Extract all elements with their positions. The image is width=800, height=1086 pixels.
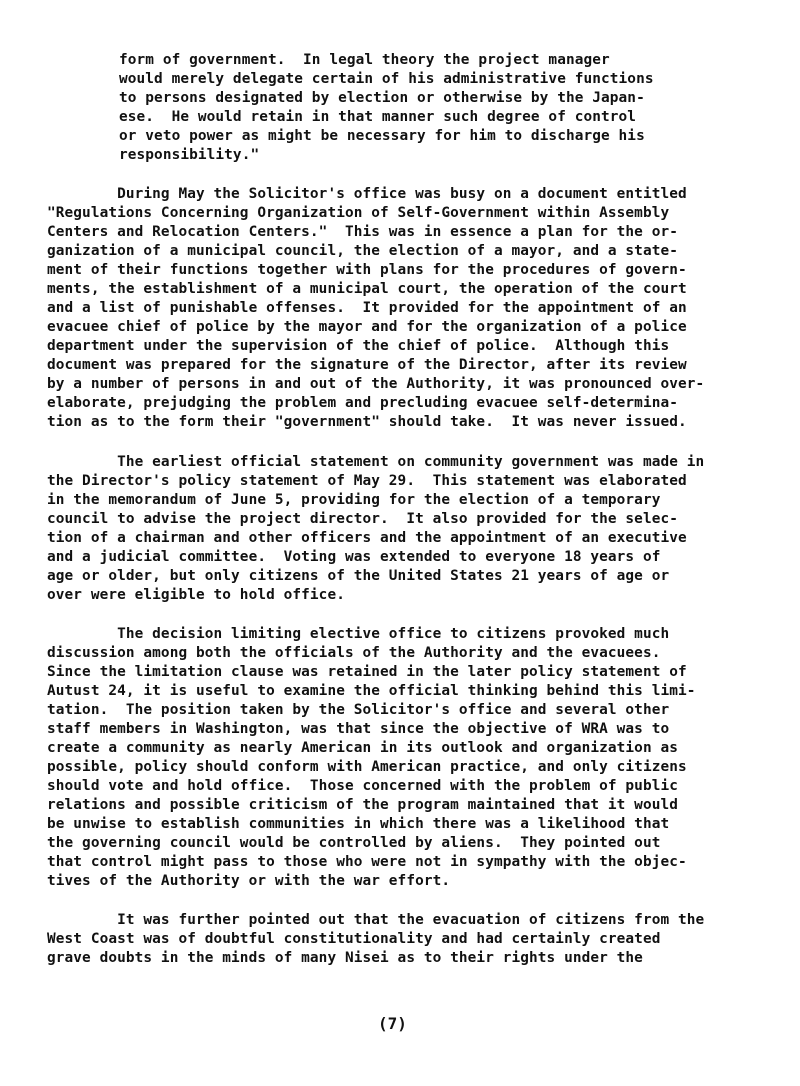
text-line: the Director's policy statement of May 29. This statement was elaborated (47, 473, 687, 489)
text-line: relations and possible criticism of the program maintained that it would (47, 797, 678, 813)
text-line: the governing council would be controlled by aliens. They pointed out (47, 835, 661, 851)
text-line: possible, policy should conform with American practice, and only citizens (47, 759, 687, 775)
text-line: ganization of a municipal council, the election of a mayor, and a state- (47, 243, 678, 259)
text-line: and a judicial committee. Voting was extended to everyone 18 years of (47, 549, 661, 565)
page-number: (7) (378, 1014, 407, 1033)
text-line: The decision limiting elective office to citizens provoked much (47, 626, 670, 642)
text-line: to persons designated by election or otherwise by the Japan- (119, 90, 645, 106)
text-line: council to advise the project director. It also provided for the selec- (47, 511, 678, 527)
text-line: tives of the Authority or with the war effort. (47, 873, 451, 889)
text-line: over were eligible to hold office. (47, 587, 345, 603)
text-line: department under the supervision of the chief of police. Although this (47, 338, 670, 354)
text-line: discussion among both the officials of the Authority and the evacuees. (47, 645, 661, 661)
text-line: tion of a chairman and other officers and the appointment of an executive (47, 530, 687, 546)
text-line: responsibility." (119, 147, 260, 163)
text-line: evacuee chief of police by the mayor and for the organization of a police (47, 319, 687, 335)
text-line: or veto power as might be necessary for him to discharge his (119, 128, 645, 144)
text-line: form of government. In legal theory the project manager (119, 52, 610, 68)
text-line: "Regulations Concerning Organization of Self-Government within Assembly (47, 205, 670, 221)
text-line: and a list of punishable offenses. It provided for the appointment of an (47, 300, 687, 316)
text-line: should vote and hold office. Those concerned with the problem of public (47, 778, 678, 794)
text-line: by a number of persons in and out of the Authority, it was pronounced over- (47, 376, 705, 392)
text-line: Since the limitation clause was retained in the later policy statement of (47, 664, 687, 680)
text-line: ment of their functions together with plans for the procedures of govern- (47, 262, 687, 278)
text-line: age or older, but only citizens of the United States 21 years of age or (47, 568, 670, 584)
text-line: document was prepared for the signature of the Director, after its review (47, 357, 687, 373)
text-line: ments, the establishment of a municipal court, the operation of the court (47, 281, 687, 297)
text-line: tation. The position taken by the Solicitor's office and several other (47, 702, 670, 718)
text-line: It was further pointed out that the evacuation of citizens from the (47, 912, 705, 928)
text-line: ese. He would retain in that manner such degree of control (119, 109, 637, 125)
text-line: in the memorandum of June 5, providing for the election of a temporary (47, 492, 661, 508)
text-line: West Coast was of doubtful constitutionality and had certainly created (47, 931, 661, 947)
text-line: create a community as nearly American in its outlook and organization as (47, 740, 678, 756)
text-line: The earliest official statement on community government was made in (47, 454, 705, 470)
text-line: tion as to the form their "government" should take. It was never issued. (47, 414, 687, 430)
text-line: would merely delegate certain of his administrative functions (119, 71, 654, 87)
text-line: elaborate, prejudging the problem and precluding evacuee self-determina- (47, 395, 678, 411)
text-line: During May the Solicitor's office was busy on a document entitled (47, 186, 687, 202)
text-line: Centers and Relocation Centers." This was in essence a plan for the or- (47, 224, 678, 240)
text-line: be unwise to establish communities in which there was a likelihood that (47, 816, 670, 832)
text-line: Autust 24, it is useful to examine the official thinking behind this limi- (47, 683, 696, 699)
text-line: that control might pass to those who were not in sympathy with the objec- (47, 854, 687, 870)
text-line: staff members in Washington, was that since the objective of WRA was to (47, 721, 670, 737)
text-line: grave doubts in the minds of many Nisei as to their rights under the (47, 950, 643, 966)
